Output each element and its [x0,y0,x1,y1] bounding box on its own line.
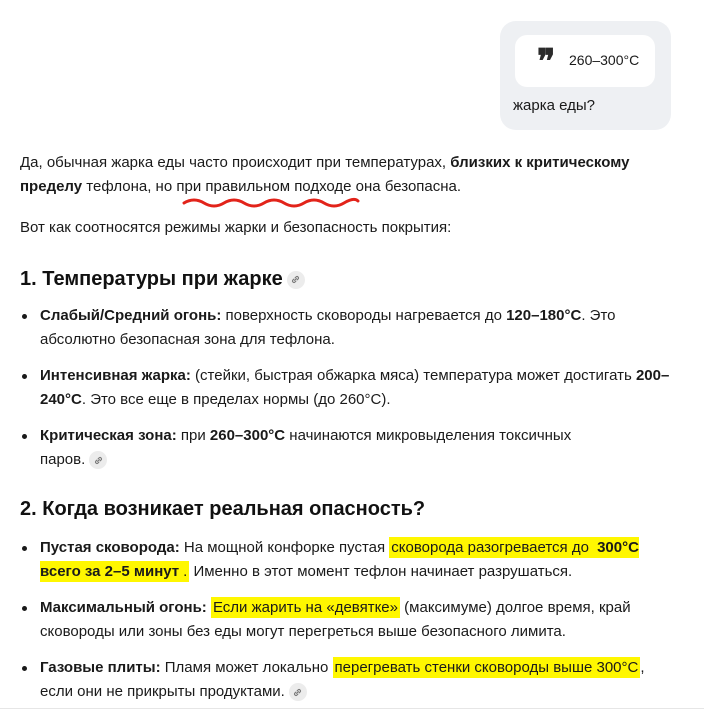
item-text: Пламя может локально [160,659,333,676]
item-text: . Это все еще в пределах нормы (до 260°C). [81,391,391,408]
item-label: Газовые плиты: [40,659,161,676]
user-message-bubble [500,21,671,130]
item-label: Пустая сковорода: [40,539,180,556]
item-text: , если они не прикрыты продуктами. [40,659,645,700]
item-bold: 200–240°C [40,367,670,408]
item-text: при [176,427,210,444]
link-icon[interactable] [289,683,307,701]
link-icon[interactable] [89,451,107,469]
item-text: поверхность сковороды нагревается до [221,307,507,324]
link-icon[interactable] [287,271,305,289]
spellcheck-squiggle [182,196,360,210]
section-1-list [20,304,680,472]
highlighted-bold: 300°C всего за 2–5 минут [40,539,639,580]
section-2-heading: 2. Когда возникает реальная опасность? [20,498,426,520]
section-1-title: 1. Температуры при жарке [20,268,283,290]
quote-icon: ❞ [537,42,554,82]
item-text: (стейки, быстрая обжарка мяса) температура может достигать [190,367,636,384]
user-question: жарка еды? [513,97,596,114]
highlighted-text: Если жарить на «девятке» [212,599,398,616]
highlighted-text: сковорода разогревается до [391,539,594,556]
quoted-selection[interactable] [515,35,655,87]
quoted-text: 260–300°С [569,52,640,68]
item-text: начинаются микровыделения токсичных паров. [40,427,572,468]
list-item [20,304,680,352]
highlighted-text: . [183,563,188,580]
item-text: Именно в этот момент тефлон начинает разрушаться. [189,563,573,580]
intro-paragraph-2: Вот как соотносятся режимы жарки и безопасность покрытия: [20,219,452,236]
item-bold: 260–300°C [209,427,286,444]
intro-text-end: тефлона, но при правильном подходе она безопасна. [82,178,462,195]
item-bold: 120–180°C [506,307,582,324]
list-item [20,364,680,412]
section-1-heading [20,265,305,293]
list-item [20,536,680,584]
item-label: Слабый/Средний огонь: [40,307,222,324]
item-text: . Это абсолютно безопасная зона для тефлона. [40,307,616,348]
intro-paragraph [20,151,690,199]
list-item [20,424,680,472]
list-item [20,656,680,704]
highlighted-text: перегревать стенки сковороды выше 300°C [334,659,639,676]
intro-bold: близких к критическому пределу [20,154,630,195]
item-label: Интенсивная жарка: [40,367,191,384]
item-label: Максимальный огонь: [40,599,207,616]
intro-text: Да, обычная жарка еды часто происходит при температурах, [20,154,451,171]
item-text: (максимуме) долгое время, край сковороды или зоны без еды могут перегреться выше безопасного лимита. [40,599,631,640]
item-label: Критическая зона: [40,427,177,444]
item-text: На мощной конфорке пустая [179,539,390,556]
list-item [20,596,680,644]
section-2-list [20,536,680,704]
divider [0,708,704,709]
